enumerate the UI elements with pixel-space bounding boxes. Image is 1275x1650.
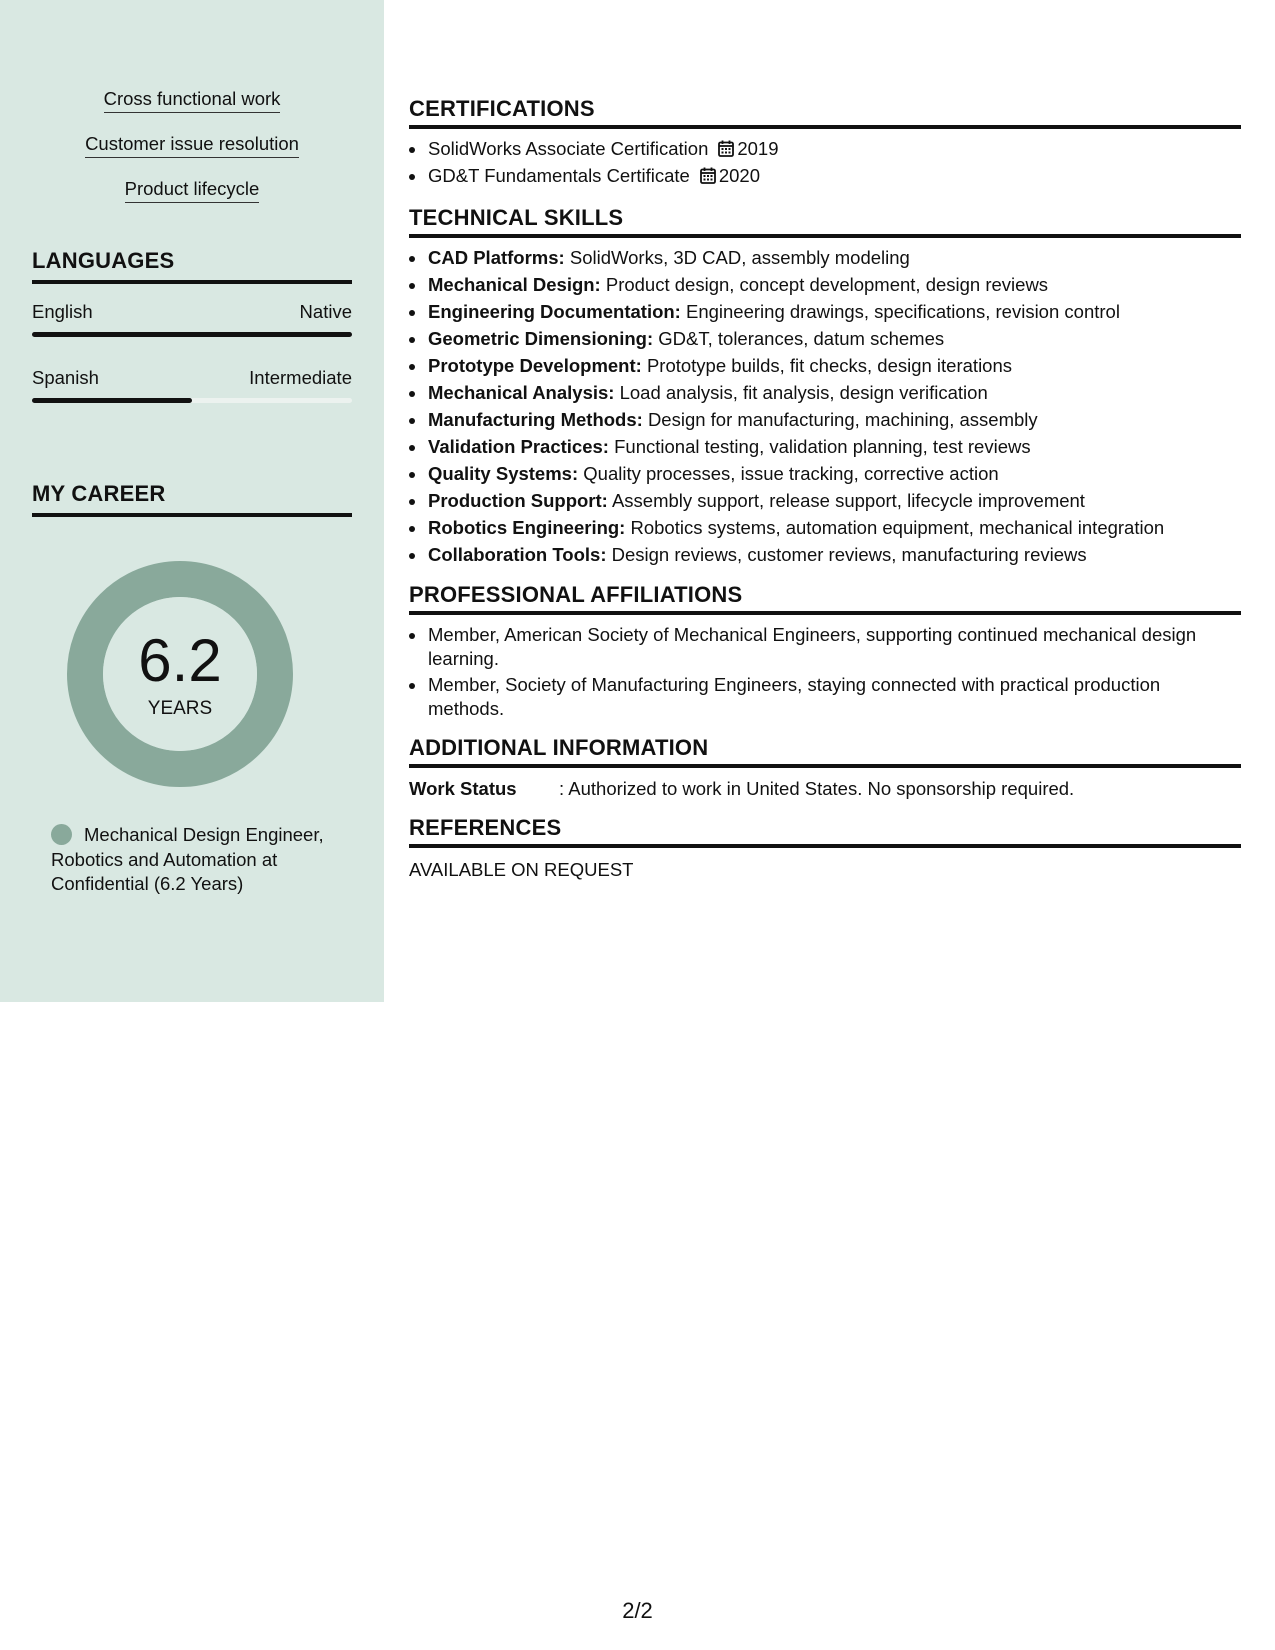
technical-skill-item: [409, 543, 1241, 567]
skill-detail: SolidWorks, 3D CAD, assembly modeling: [569, 247, 910, 268]
skill-detail: GD&T, tolerances, datum schemes: [658, 328, 945, 349]
career-entry: [51, 823, 341, 897]
technical-skill-item: [409, 516, 1241, 540]
career-donut: [67, 561, 293, 787]
calendar-icon: [700, 167, 716, 184]
work-status-row: [409, 777, 1241, 801]
technical-skill-item: [409, 300, 1241, 324]
technical-skill-item: [409, 489, 1241, 513]
skill-tags: [32, 0, 352, 223]
language-bar: [32, 398, 352, 403]
additional-info-heading: ADDITIONAL INFORMATION: [409, 735, 1241, 768]
career-years-unit: YEARS: [147, 698, 213, 719]
affiliations-heading: PROFESSIONAL AFFILIATIONS: [409, 582, 1241, 615]
skill-detail: Functional testing, validation planning, test reviews: [614, 436, 1031, 457]
skill-name: Mechanical Design:: [428, 274, 601, 295]
career-heading: MY CAREER: [32, 481, 352, 517]
skill-name: Collaboration Tools:: [428, 544, 607, 565]
language-row: [32, 301, 352, 337]
skill-name: Robotics Engineering:: [428, 517, 626, 538]
work-status-value: : Authorized to work in United States. No sponsorship required.: [559, 778, 1075, 799]
references-section: [409, 815, 1241, 882]
technical-skills-section: [409, 205, 1241, 567]
references-text: AVAILABLE ON REQUEST: [409, 859, 634, 880]
technical-skills-heading: TECHNICAL SKILLS: [409, 205, 1241, 238]
skill-name: Engineering Documentation:: [428, 301, 681, 322]
skill-name: Manufacturing Methods:: [428, 409, 643, 430]
skill-name: Validation Practices:: [428, 436, 609, 457]
certification-name: SolidWorks Associate Certification: [428, 138, 709, 159]
career-dot-icon: [51, 824, 72, 845]
skill-detail: Assembly support, release support, lifecycle improvement: [611, 490, 1085, 511]
language-level: Native: [299, 301, 352, 322]
skill-name: Production Support:: [428, 490, 608, 511]
certification-year: 2020: [718, 165, 761, 186]
skill-detail: Engineering drawings, specifications, revision control: [685, 301, 1120, 322]
technical-skills-list: [409, 246, 1241, 567]
skill-detail: Product design, concept development, design reviews: [605, 274, 1049, 295]
affiliations-section: [409, 582, 1241, 721]
certifications-heading: CERTIFICATIONS: [409, 96, 1241, 129]
language-row: [32, 367, 352, 403]
technical-skill-item: [409, 327, 1241, 351]
language-bar-fill: [32, 332, 352, 337]
language-level: Intermediate: [249, 367, 352, 388]
technical-skill-item: [409, 246, 1241, 270]
languages-section: [32, 248, 352, 403]
language-name: English: [32, 301, 93, 322]
technical-skill-item: [409, 354, 1241, 378]
certification-item: [409, 137, 1241, 161]
skill-name: Geometric Dimensioning:: [428, 328, 654, 349]
technical-skill-item: [409, 381, 1241, 405]
calendar-icon: [718, 140, 734, 157]
skill-name: Mechanical Analysis:: [428, 382, 615, 403]
language-bar: [32, 332, 352, 337]
certification-year: 2019: [737, 138, 779, 159]
main-content: [409, 0, 1241, 882]
page-number: 2/2: [622, 1598, 653, 1623]
technical-skill-item: [409, 462, 1241, 486]
languages-heading: LANGUAGES: [32, 248, 352, 284]
skill-tag: Cross functional work: [104, 88, 281, 113]
skill-name: Prototype Development:: [428, 355, 642, 376]
certification-name: GD&T Fundamentals Certificate: [428, 165, 690, 186]
skill-detail: Prototype builds, fit checks, design iterations: [646, 355, 1013, 376]
skill-detail: Load analysis, fit analysis, design verification: [619, 382, 988, 403]
sidebar: [0, 0, 384, 1002]
career-years-value: 6.2: [138, 627, 222, 694]
affiliation-item: Member, American Society of Mechanical Engineers, supporting continued mechanical design learning.: [409, 623, 1241, 671]
skill-tag: Product lifecycle: [125, 178, 260, 203]
certification-item: [409, 164, 1241, 188]
language-bar-fill: [32, 398, 192, 403]
certifications-section: [409, 96, 1241, 188]
references-heading: REFERENCES: [409, 815, 1241, 848]
skill-detail: Design for manufacturing, machining, assembly: [647, 409, 1038, 430]
skill-detail: Quality processes, issue tracking, corrective action: [583, 463, 999, 484]
work-status-label: Work Status: [409, 778, 517, 799]
technical-skill-item: [409, 435, 1241, 459]
skill-name: CAD Platforms:: [428, 247, 565, 268]
skill-name: Quality Systems:: [428, 463, 579, 484]
skill-tag: Customer issue resolution: [85, 133, 299, 158]
language-name: Spanish: [32, 367, 99, 388]
affiliation-item: Member, Society of Manufacturing Engineers, staying connected with practical production methods.: [409, 673, 1241, 721]
additional-info-section: [409, 735, 1241, 801]
skill-detail: Design reviews, customer reviews, manufacturing reviews: [611, 544, 1087, 565]
career-entry-text: Mechanical Design Engineer, Robotics and Automation at Confidential (6.2 Years): [51, 824, 324, 894]
career-section: [32, 481, 352, 897]
skill-detail: Robotics systems, automation equipment, mechanical integration: [630, 517, 1165, 538]
technical-skill-item: [409, 273, 1241, 297]
technical-skill-item: [409, 408, 1241, 432]
